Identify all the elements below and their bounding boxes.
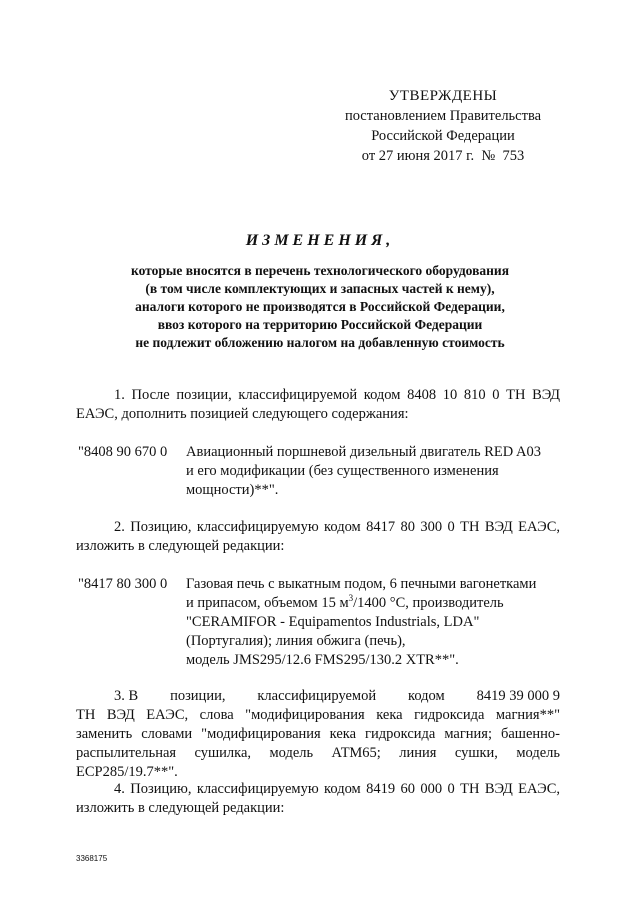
entry-1-code: "8408 90 670 0 — [78, 444, 168, 460]
entry-2 — [78, 575, 568, 671]
item-2-paragraph: 2. Позицию, классифицируемую кодом 8417 80 300 0 ТН ВЭД ЕАЭС, изложить в следующей редакции: — [76, 519, 560, 554]
subtitle-line: которые вносятся в перечень технологического оборудования — [130, 263, 510, 278]
subtitle-line: ввоз которого на территорию Российской Федерации — [157, 317, 483, 332]
subtitle-line: (в том числе комплектующих и запасных частей к нему), — [145, 281, 495, 296]
document-subtitle — [70, 262, 570, 352]
entry-2-code: "8417 80 300 0 — [78, 576, 168, 592]
entry-2-volume-sup: 3 — [348, 593, 354, 604]
item-1-paragraph: 1. После позиции, классифицируемой кодом 8408 10 810 0 ТН ВЭД ЕАЭС, дополнить позицией следующего содержания: — [76, 387, 560, 422]
subtitle-line: не подлежит обложению налогом на добавленную стоимость — [135, 335, 505, 350]
approval-number-sign: № — [481, 148, 496, 164]
approval-block — [330, 86, 556, 166]
entry-1-desc-line: и его модификации (без существенного изменения — [186, 463, 499, 479]
entry-2-desc-line: Газовая печь с выкатным подом, 6 печными вагонетками — [186, 576, 537, 592]
approval-date: от 27 июня 2017 г. — [361, 148, 475, 164]
approval-line-date — [330, 146, 556, 166]
entry-1-desc-line: Авиационный поршневой дизельный двигатель RED A03 — [186, 444, 542, 460]
approval-line-federation: Российской Федерации — [371, 128, 515, 144]
entry-2-volume-text: и припасом, объемом 15 м — [186, 595, 349, 611]
item-3-first-line — [76, 687, 560, 706]
entry-2-desc-line: модель JMS295/12.6 FMS295/130.2 XTR**". — [186, 652, 459, 668]
item-3-rest: ТН ВЭД ЕАЭС, слова "модифицирования кека гидроксида магния**" заменить словами "модифицирования кека гидроксида магния; башенно-распылительная сушилка, модель АТМ65; линия сушки, модель ЕСР285/19.7**". — [76, 707, 560, 780]
item-4-paragraph: 4. Позицию, классифицируемую кодом 8419 60 000 0 ТН ВЭД ЕАЭС, изложить в следующей редакции: — [76, 781, 560, 816]
entry-2-description — [186, 575, 566, 670]
entry-1 — [78, 443, 568, 503]
entry-1-desc-line: мощности)**". — [186, 482, 279, 498]
item-3-word: кодом — [408, 688, 445, 704]
item-3-word: 3. В — [114, 688, 139, 704]
entry-2-desc-line: (Португалия); линия обжига (печь), — [186, 633, 406, 649]
item-3-word: 8419 39 000 9 — [476, 688, 560, 704]
footer-doc-code: 3368175 — [76, 854, 108, 863]
approval-number: 753 — [502, 148, 525, 164]
entry-2-desc-line: "CERAMIFOR - Equipamentos Industrials, LDA" — [186, 614, 480, 630]
item-3-paragraph — [76, 687, 560, 782]
item-3-word: позиции, — [170, 688, 226, 704]
entry-2-temp-text: /1400 °C, производитель — [353, 595, 504, 611]
item-3-word: классифицируемой — [257, 688, 377, 704]
document-title: ИЗМЕНЕНИЯ, — [245, 232, 395, 249]
approval-heading: УТВЕРЖДЕНЫ — [388, 88, 498, 104]
entry-1-description — [186, 443, 566, 500]
approval-line-government: постановлением Правительства — [344, 108, 542, 124]
subtitle-line: аналоги которого не производятся в Российской Федерации, — [135, 299, 505, 314]
entry-2-desc-line — [186, 594, 566, 613]
